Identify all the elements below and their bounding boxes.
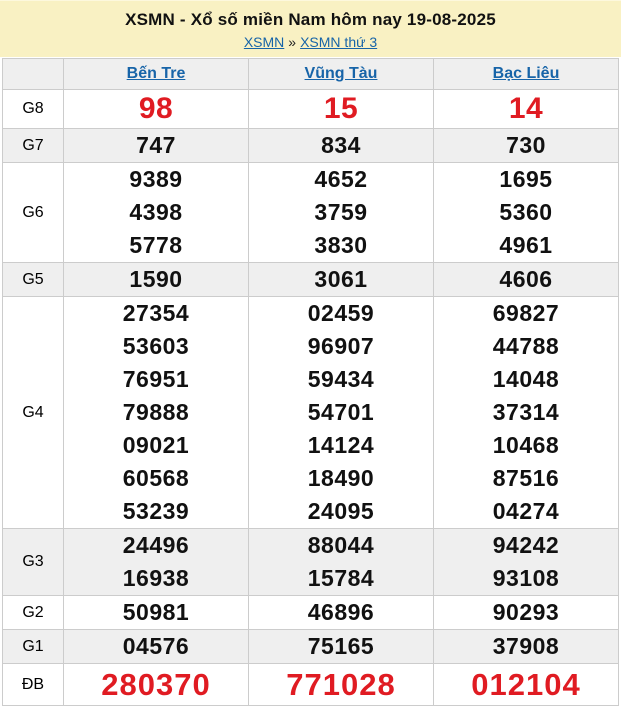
prize-cell: [249, 596, 434, 630]
prize-number: 46896: [307, 599, 375, 625]
prize-cell: [434, 129, 619, 163]
prize-number: 771028: [286, 667, 396, 702]
prize-number: 54701: [307, 399, 375, 425]
prize-cell: [249, 630, 434, 664]
prize-number: 10468: [492, 432, 560, 458]
prize-cell: [64, 163, 249, 263]
province-column-header: [249, 59, 434, 90]
prize-cell: [434, 163, 619, 263]
prize-number: 4606: [499, 266, 553, 292]
prize-number: 27354: [122, 300, 190, 326]
prize-number: 94242: [492, 532, 560, 558]
prize-cell: [434, 630, 619, 664]
prize-number: 3759: [314, 199, 368, 225]
prize-number: 37908: [492, 633, 560, 659]
prize-cell: [64, 263, 249, 297]
prize-cell: [434, 90, 619, 129]
prize-number: 50981: [122, 599, 190, 625]
prize-number: 24496: [122, 532, 190, 558]
prize-label: G4: [3, 297, 64, 529]
breadcrumb-link-xsmn-thu-3[interactable]: XSMN thứ 3: [300, 34, 378, 50]
prize-number: 16938: [122, 565, 190, 591]
prize-cell: [249, 664, 434, 706]
prize-number: 79888: [122, 399, 190, 425]
prize-number: 69827: [492, 300, 560, 326]
page-title: XSMN - Xổ số miền Nam hôm nay 19-08-2025: [125, 10, 496, 29]
prize-number: 60568: [122, 465, 190, 491]
prize-cell: [64, 90, 249, 129]
prize-cell: [434, 297, 619, 529]
prize-number: 98: [138, 92, 174, 125]
prize-number: 18490: [307, 465, 375, 491]
prize-label: G8: [3, 90, 64, 129]
prize-cell: [249, 129, 434, 163]
prize-cell: [249, 297, 434, 529]
prize-number: 96907: [307, 333, 375, 359]
prize-number: 02459: [307, 300, 375, 326]
prize-cell: [64, 529, 249, 596]
prize-number: 9389: [129, 166, 183, 192]
prize-label: G1: [3, 630, 64, 664]
province-column-header: [64, 59, 249, 90]
prize-cell: [64, 297, 249, 529]
prize-row-G3: [3, 529, 619, 596]
prize-number: 15784: [307, 565, 375, 591]
breadcrumb: [4, 34, 617, 50]
prize-number: 14124: [307, 432, 375, 458]
lottery-results-table: [2, 58, 619, 706]
prize-number: 730: [506, 132, 546, 158]
prize-cell: [249, 90, 434, 129]
province-column-header: [434, 59, 619, 90]
prize-row-G6: [3, 163, 619, 263]
prize-cell: [434, 529, 619, 596]
prize-number: 280370: [101, 667, 211, 702]
prize-number: 93108: [492, 565, 560, 591]
prize-number: 1695: [499, 166, 553, 192]
prize-label: G7: [3, 129, 64, 163]
breadcrumb-separator: »: [288, 34, 297, 50]
prize-number: 1590: [129, 266, 183, 292]
prize-cell: [64, 129, 249, 163]
prize-number: 15: [323, 92, 359, 125]
prize-label: ĐB: [3, 664, 64, 706]
prize-number: 53239: [122, 498, 190, 524]
prize-row-G1: [3, 630, 619, 664]
column-header-row: [3, 59, 619, 90]
prize-number: 44788: [492, 333, 560, 359]
prize-number: 09021: [122, 432, 190, 458]
prize-row-G8: [3, 90, 619, 129]
prize-cell: [434, 596, 619, 630]
province-link[interactable]: Bến Tre: [126, 65, 186, 82]
prize-number: 4961: [499, 232, 553, 258]
prize-number: 3061: [314, 266, 368, 292]
prize-number: 4398: [129, 199, 183, 225]
prize-number: 14048: [492, 366, 560, 392]
prize-cell: [249, 263, 434, 297]
prize-cell: [249, 529, 434, 596]
prize-cell: [64, 664, 249, 706]
prize-row-ĐB: [3, 664, 619, 706]
prize-number: 76951: [122, 366, 190, 392]
prize-number: 88044: [307, 532, 375, 558]
page-header: [0, 0, 621, 57]
prize-number: 24095: [307, 498, 375, 524]
province-link[interactable]: Bạc Liêu: [492, 65, 560, 82]
prize-number: 4652: [314, 166, 368, 192]
prize-cell: [249, 163, 434, 263]
prize-number: 59434: [307, 366, 375, 392]
prize-cell: [64, 630, 249, 664]
prize-column-header: [3, 59, 64, 90]
prize-row-G5: [3, 263, 619, 297]
prize-number: 87516: [492, 465, 560, 491]
prize-number: 5778: [129, 232, 183, 258]
prize-number: 3830: [314, 232, 368, 258]
prize-row-G7: [3, 129, 619, 163]
prize-label: G5: [3, 263, 64, 297]
prize-number: 747: [136, 132, 176, 158]
breadcrumb-link-xsmn[interactable]: XSMN: [243, 34, 285, 50]
prize-cell: [434, 664, 619, 706]
prize-row-G4: [3, 297, 619, 529]
prize-label: G6: [3, 163, 64, 263]
prize-number: 14: [508, 92, 544, 125]
prize-number: 53603: [122, 333, 190, 359]
prize-cell: [434, 263, 619, 297]
prize-label: G3: [3, 529, 64, 596]
prize-number: 012104: [471, 667, 581, 702]
prize-number: 5360: [499, 199, 553, 225]
prize-number: 04576: [122, 633, 190, 659]
prize-number: 37314: [492, 399, 560, 425]
prize-number: 90293: [492, 599, 560, 625]
prize-cell: [64, 596, 249, 630]
prize-number: 04274: [492, 498, 560, 524]
prize-number: 75165: [307, 633, 375, 659]
prize-label: G2: [3, 596, 64, 630]
prize-row-G2: [3, 596, 619, 630]
province-link[interactable]: Vũng Tàu: [304, 65, 378, 82]
results-body: [3, 90, 619, 706]
prize-number: 834: [321, 132, 361, 158]
